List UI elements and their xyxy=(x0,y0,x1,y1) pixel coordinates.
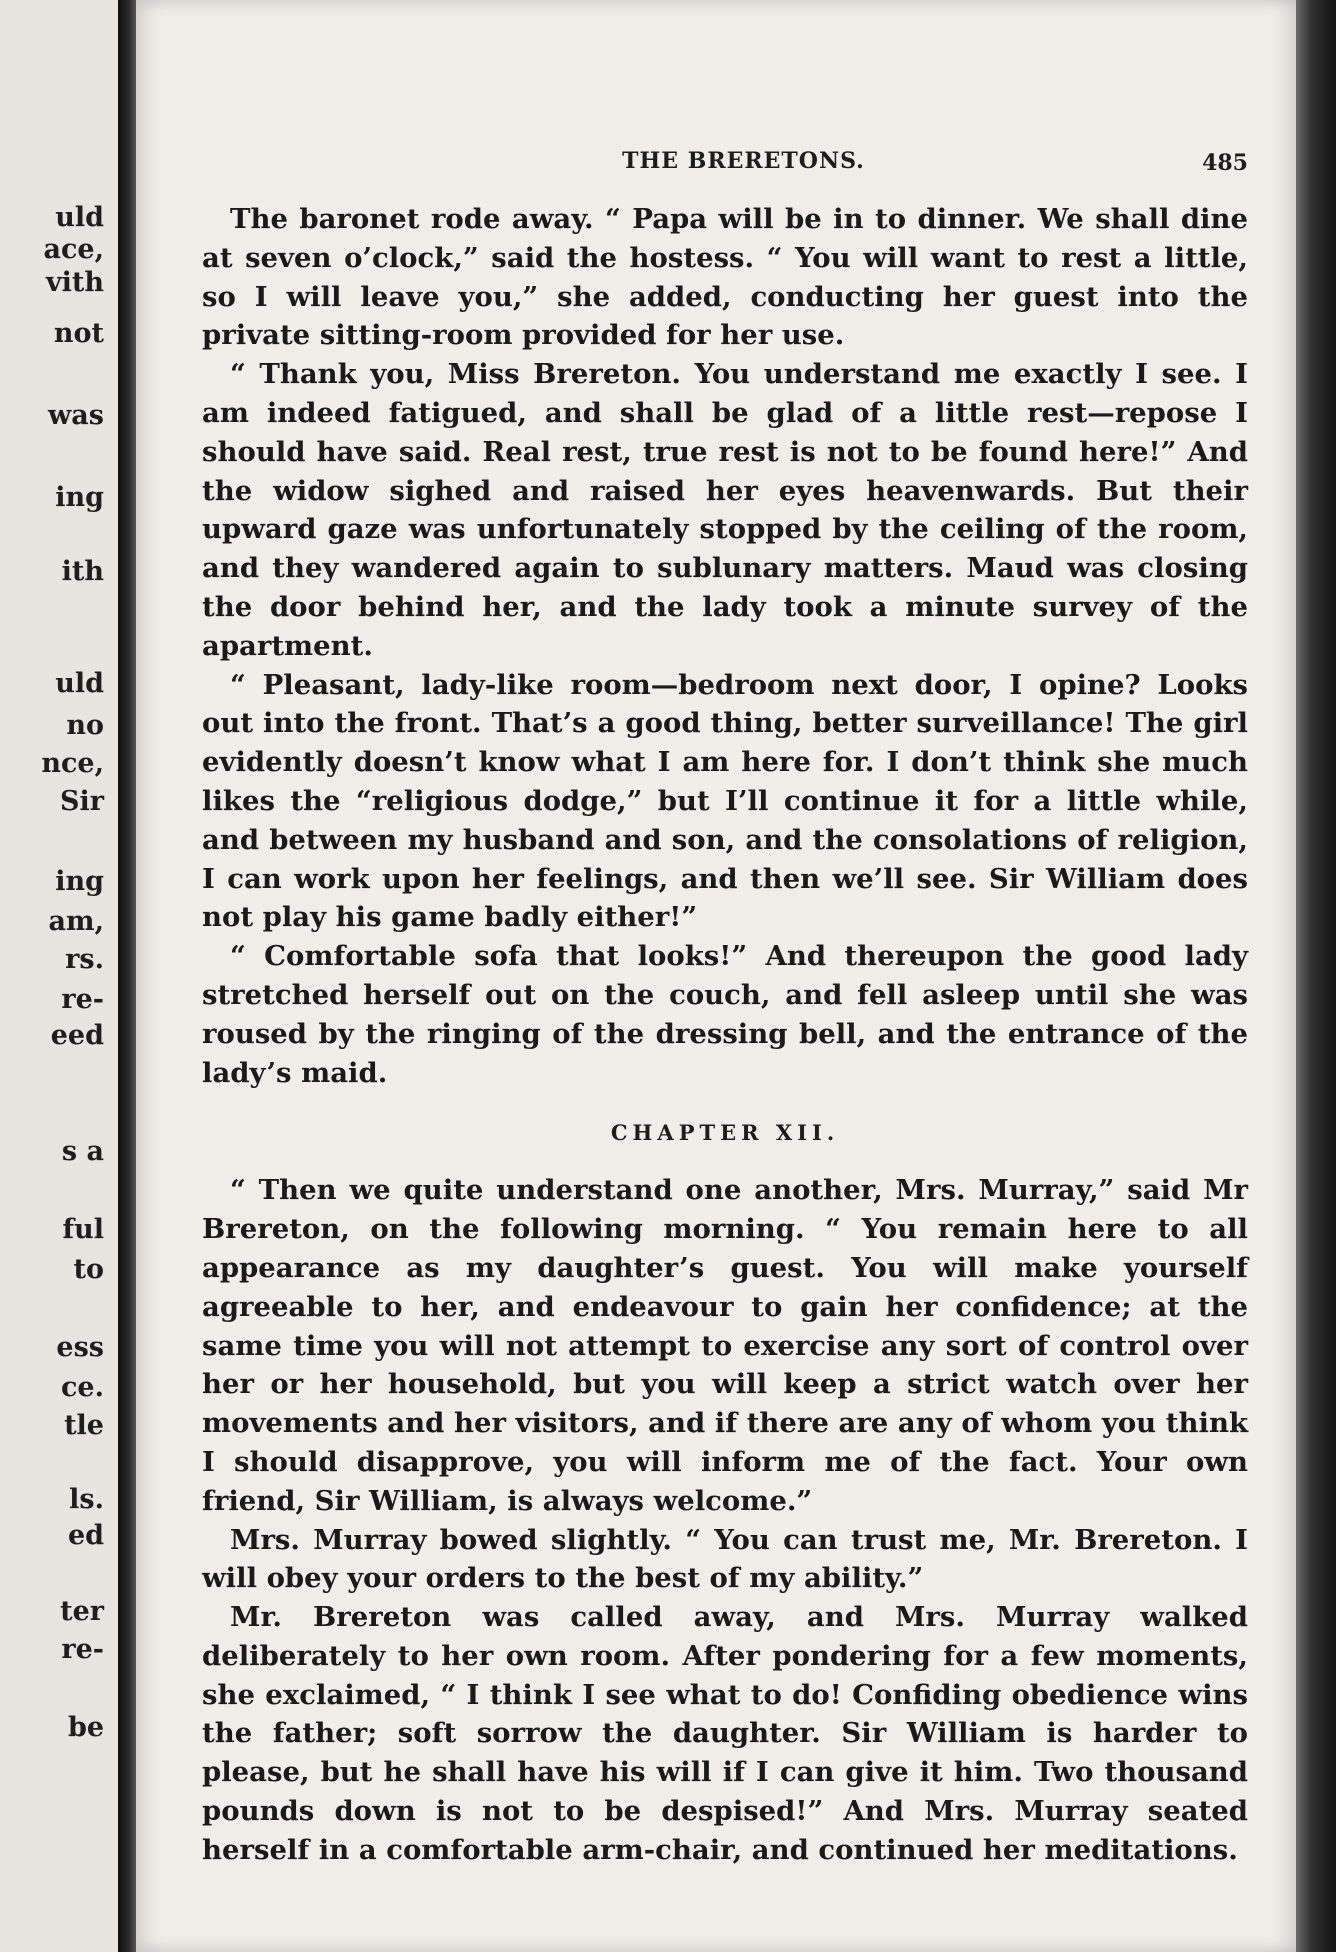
left-fragment: s a xyxy=(61,1136,104,1167)
left-fragment: to xyxy=(73,1254,104,1285)
left-fragment: tle xyxy=(64,1410,104,1441)
left-fragment: vith xyxy=(45,267,104,298)
book-page xyxy=(136,0,1296,1952)
paragraph: Mr. Brereton was called away, and Mrs. Murray walked deliberately to her own room. After pondering for a few moments, she exclaimed, “ I think I see what to do! Confiding obedience wins the father; soft sorrow the daughter. Sir William is harder to please, but he shall have his will if I can give it him. Two thousand pounds down is not to be despised!” And Mrs. Murray seated herself in a comfortable arm-chair, and continued her meditations. xyxy=(202,1601,1248,1866)
paragraph: “ Pleasant, lady-like room—bedroom next door, I opine? Looks out into the front. That’s a good thing, better surveillance! The girl evidently doesn’t know what I am here for. I don’t think she much likes the “religious dodge,” but I’ll continue it for a little while, and between my husband and son, and the consolations of religion, I can work upon her feelings, and then we’ll see. Sir William does not play his game badly either!” xyxy=(202,668,1248,934)
left-page-strip xyxy=(0,0,118,1952)
left-fragment: ls. xyxy=(69,1484,104,1515)
page-edge xyxy=(1296,0,1336,1952)
left-fragment: be xyxy=(67,1712,104,1743)
left-fragment: nce, xyxy=(41,748,104,779)
paragraph: The baronet rode away. “ Papa will be in to dinner. We shall dine at seven o’clock,” said the hostess. “ You will want to rest a little, so I will leave you,” she added, conducting her guest into the private sitting-room provided for her use. xyxy=(202,203,1248,352)
left-fragment: not xyxy=(53,318,104,349)
left-fragment: ing xyxy=(55,482,104,513)
paragraph: Mrs. Murray bowed slightly. “ You can trust me, Mr. Brereton. I will obey your orders to the best of my ability.” xyxy=(202,1523,1248,1595)
left-fragment: am, xyxy=(48,906,104,937)
left-fragment: ed xyxy=(67,1520,104,1551)
left-fragment: no xyxy=(66,710,104,741)
left-fragment: ith xyxy=(61,556,104,587)
paragraph: “ Then we quite understand one another, Mrs. Murray,” said Mr Brereton, on the following morning. “ You remain here to all appearance as my daughter’s guest. You will make yourself agreeable to her, and endeavour to gain her confidence; at the same time you will not attempt to exercise any sort of control over her or her household, but you will keep a strict watch over her movements and her visitors, and if there are any of whom you think I should disapprove, you will inform me of the fact. Your own friend, Sir William, is always welcome.” xyxy=(202,1174,1248,1517)
running-title: THE BRERETONS. xyxy=(622,148,865,174)
left-fragment: rs. xyxy=(65,944,104,975)
left-fragment: re- xyxy=(61,1634,104,1665)
left-fragment: ful xyxy=(62,1214,104,1245)
body-text xyxy=(202,200,1248,1870)
left-fragment: was xyxy=(48,400,104,431)
left-fragment: eed xyxy=(50,1020,104,1051)
left-fragment: re- xyxy=(61,984,104,1015)
left-fragment: ace, xyxy=(43,234,104,265)
left-fragment: uld xyxy=(55,202,104,233)
left-fragment: ter xyxy=(60,1596,104,1627)
paragraph: “ Comfortable sofa that looks!” And thereupon the good lady stretched herself out on the couch, and fell asleep until she was roused by the ringing of the dressing bell, and the entrance of the lady’s maid. xyxy=(202,940,1248,1089)
left-fragment: Sir xyxy=(60,786,104,817)
page-number: 485 xyxy=(1202,150,1248,176)
left-fragment: ce. xyxy=(60,1372,104,1403)
book-gutter xyxy=(118,0,136,1952)
left-fragment: uld xyxy=(55,668,104,699)
paragraph: “ Thank you, Miss Brereton. You understand me exactly I see. I am indeed fatigued, and shall be glad of a little rest—repose I should have said. Real rest, true rest is not to be found here!” And the widow sighed and raised her eyes heavenwards. But their upward gaze was unfortunately stopped by the ceiling of the room, and they wandered again to sublunary matters. Maud was closing the door behind her, and the lady took a minute survey of the apartment. xyxy=(202,358,1248,662)
left-fragment: ess xyxy=(56,1332,104,1363)
left-fragment: ing xyxy=(55,866,104,897)
chapter-heading: CHAPTER XII. xyxy=(610,1120,840,1146)
